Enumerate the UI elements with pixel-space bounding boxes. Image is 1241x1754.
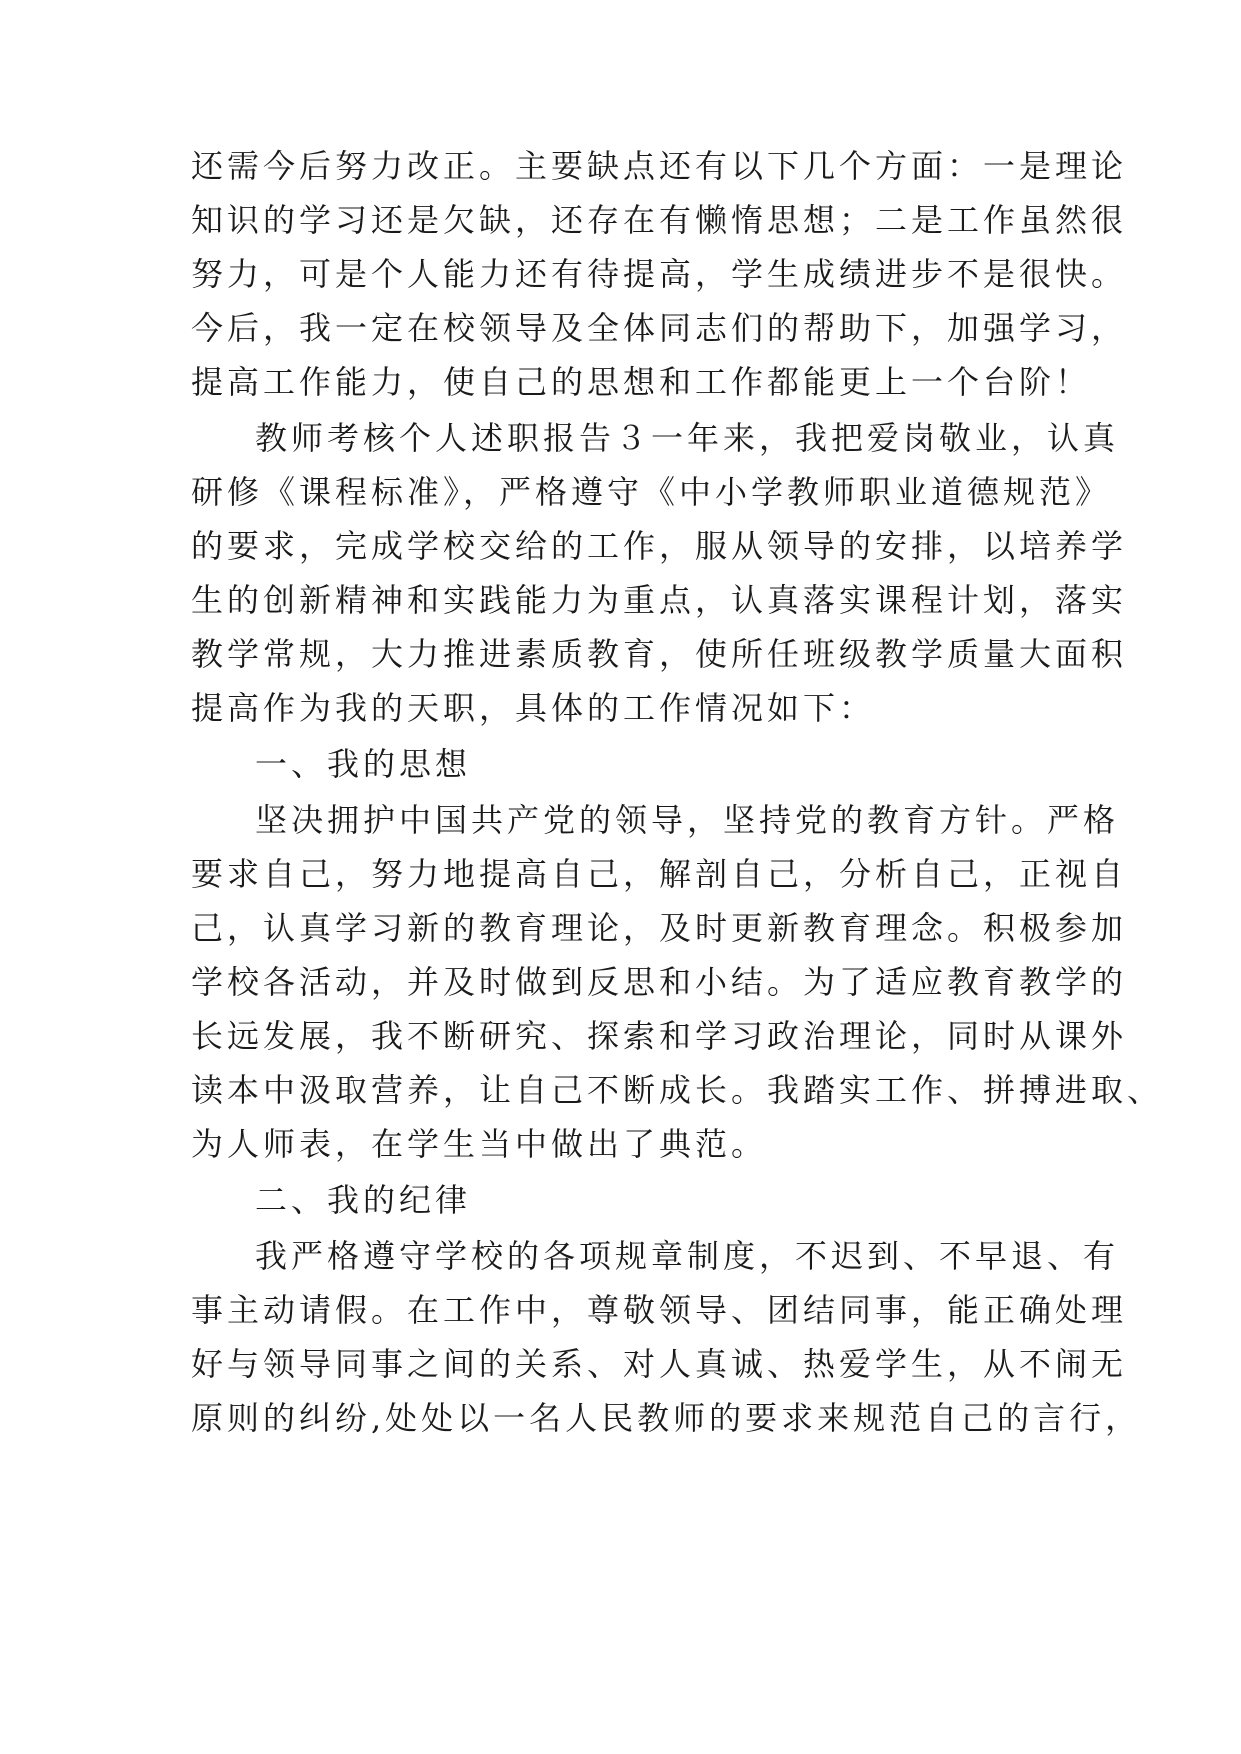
text-line: 知识的学习还是欠缺，还存在有懒惰思想；二是工作虽然很: [191, 201, 1128, 239]
text-line: 的要求，完成学校交给的工作，服从领导的安排，以培养学: [191, 527, 1128, 565]
paragraph-start-line: 坚决拥护中国共产党的领导，坚持党的教育方针。严格: [255, 801, 1120, 839]
text-line: 要求自己，努力地提高自己，解剖自己，分析自己，正视自: [191, 855, 1128, 893]
text-line: 事主动请假。在工作中，尊敬领导、团结同事，能正确处理: [191, 1291, 1128, 1329]
text-line: 提高作为我的天职，具体的工作情况如下：: [191, 689, 876, 727]
text-line: 还需今后努力改正。主要缺点还有以下几个方面：一是理论: [191, 147, 1128, 185]
text-line: 己，认真学习新的教育理论，及时更新教育理念。积极参加: [191, 909, 1128, 947]
section-heading: 一、我的思想: [255, 745, 472, 783]
paragraph-start-line: 我严格遵守学校的各项规章制度，不迟到、不早退、有: [255, 1237, 1120, 1275]
section-heading: 二、我的纪律: [255, 1181, 472, 1219]
text-line: 读本中汲取营养，让自己不断成长。我踏实工作、拼搏进取、: [191, 1071, 1164, 1109]
text-line: 研修《课程标准》，严格遵守《中小学教师职业道德规范》: [191, 473, 1112, 511]
text-line: 原则的纠纷,处处以一名人民教师的要求来规范自己的言行，: [191, 1399, 1142, 1437]
text-line: 生的创新精神和实践能力为重点，认真落实课程计划，落实: [191, 581, 1128, 619]
text-line: 努力，可是个人能力还有待提高，学生成绩进步不是很快。: [191, 255, 1128, 293]
paragraph-start-line: 教师考核个人述职报告３一年来，我把爱岗敬业，认真: [255, 419, 1120, 457]
text-line: 为人师表，在学生当中做出了典范。: [191, 1125, 768, 1163]
text-line: 教学常规，大力推进素质教育，使所任班级教学质量大面积: [191, 635, 1128, 673]
text-line: 学校各活动，并及时做到反思和小结。为了适应教育教学的: [191, 963, 1128, 1001]
text-line: 好与领导同事之间的关系、对人真诚、热爱学生，从不闹无: [191, 1345, 1128, 1383]
text-line: 提高工作能力，使自己的思想和工作都能更上一个台阶！: [191, 363, 1092, 401]
text-line: 今后，我一定在校领导及全体同志们的帮助下，加强学习，: [191, 309, 1128, 347]
text-line: 长远发展，我不断研究、探索和学习政治理论，同时从课外: [191, 1017, 1128, 1055]
